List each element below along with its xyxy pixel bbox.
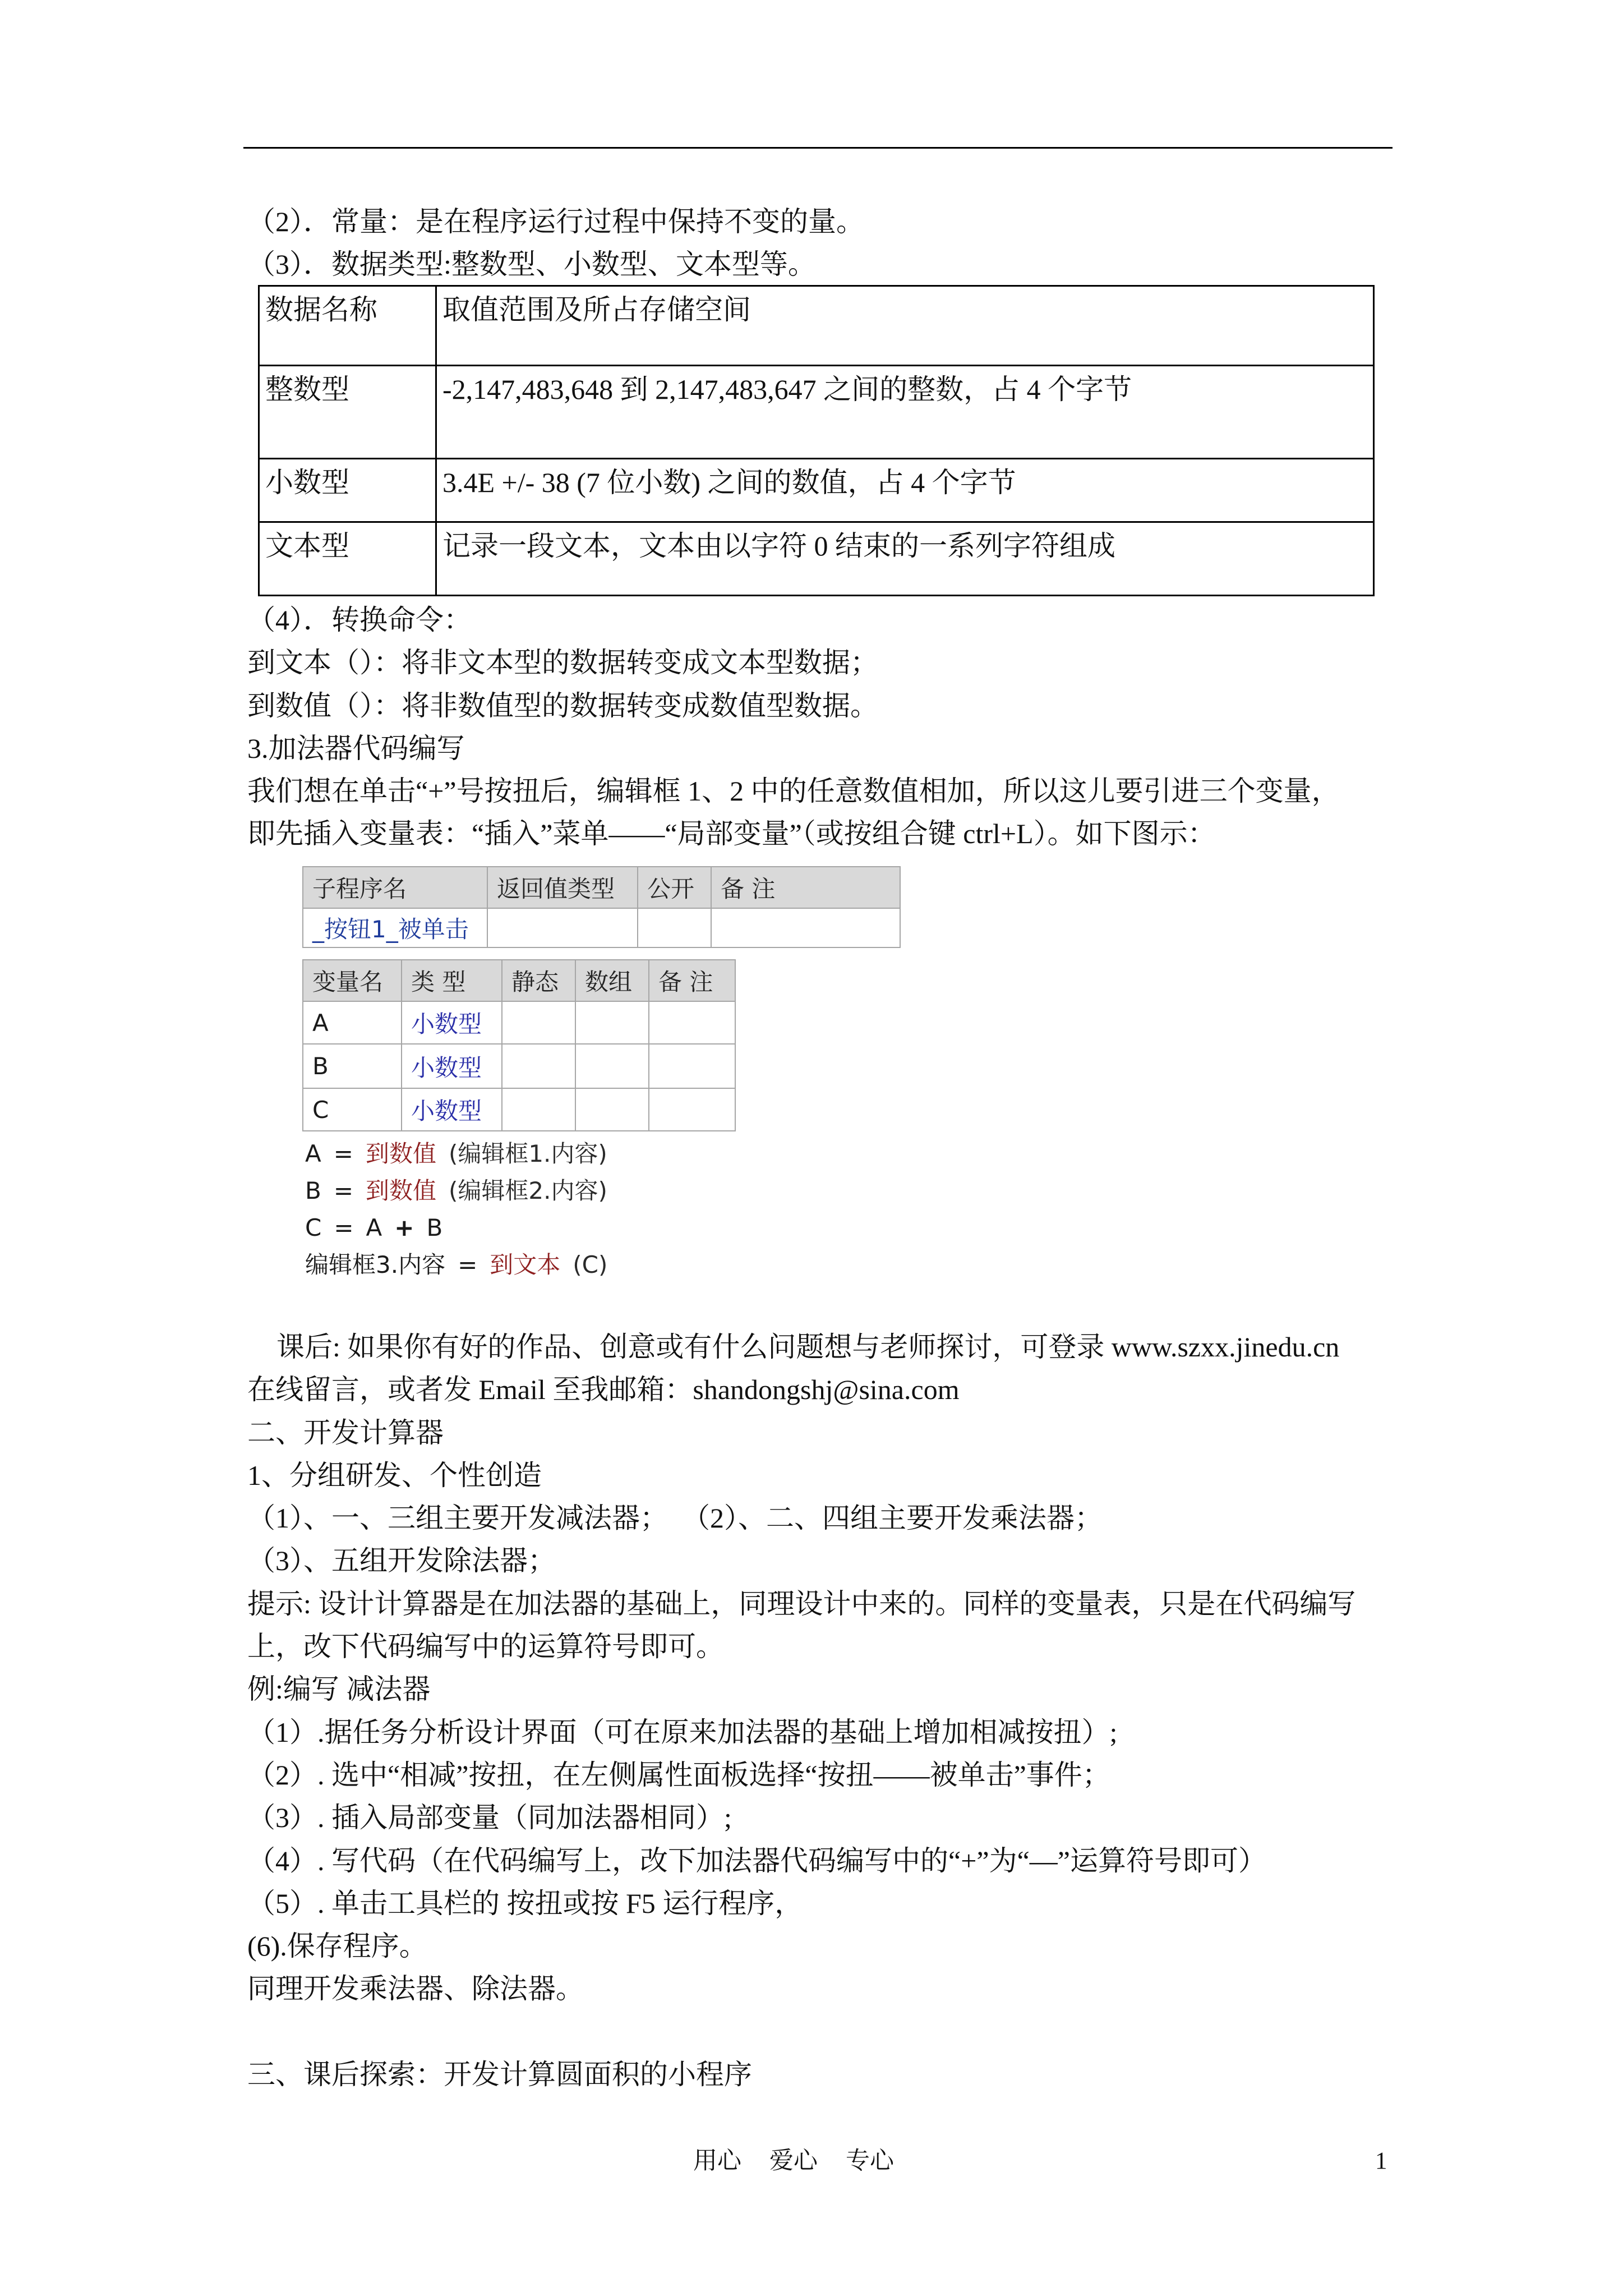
data-types-table (258, 285, 1375, 596)
step-line: （4）. 写代码（在代码编写上，改下加法器代码编写中的“+”为“—”运算符号即可） (247, 1844, 1266, 1876)
tip-line: 提示: 设计计算器是在加法器的基础上，同理设计中来的。同样的变量表，只是在代码编写 (247, 1588, 1356, 1619)
variable-type-cell: 小数型 (402, 1044, 502, 1088)
calculator-heading: 二、开发计算器 (247, 1416, 444, 1448)
code-block (305, 1135, 620, 1283)
header-static: 静态 (502, 960, 575, 1001)
code-operator: = (334, 1214, 354, 1241)
code-operator: = (333, 1177, 354, 1204)
empty-cell (575, 1044, 649, 1088)
code-variable: C (305, 1214, 322, 1241)
type-range-cell: 记录一段文本，文本由以字符 0 结束的一系列字符组成 (436, 522, 1374, 596)
tip-line: 上，改下代码编写中的运算符号即可。 (247, 1631, 724, 1663)
after-class-line: 课后: 如果你有好的作品、创意或有什么问题想与老师探讨，可登录 www.szxx.jinedu.cn (276, 1331, 1340, 1363)
subroutine-table (302, 866, 901, 948)
group-assignment-line: （3）、五组开发除法器； (247, 1545, 556, 1577)
header-return-type: 返回值类型 (487, 867, 638, 908)
empty-cell (575, 1088, 649, 1131)
variable-row (303, 1044, 735, 1088)
type-name-cell: 文本型 (259, 522, 436, 596)
exploration-block (247, 2053, 752, 2096)
adder-heading: 3.加法器代码编写 (247, 732, 465, 764)
header-remark: 备 注 (711, 867, 900, 908)
header-array: 数组 (575, 960, 649, 1001)
conversion-block (247, 599, 1340, 855)
header-cell-range: 取值范围及所占存储空间 (436, 286, 1374, 366)
to-text-description: 到文本（）：将非文本型的数据转变成文本型数据； (247, 647, 878, 679)
motto-item: 专心 (846, 2148, 894, 2174)
subroutine-row (303, 908, 900, 947)
motto-item: 爱心 (769, 2148, 818, 2174)
step-line: （2）. 选中“相减”按扭，在左侧属性面板选择“按扭——被单击”事件； (247, 1759, 1110, 1791)
empty-cell (638, 908, 711, 947)
table-header-row (259, 286, 1374, 366)
variable-name-cell: A (303, 1001, 402, 1044)
subroutine-name-cell: _按钮1_被单击 (303, 908, 487, 947)
adder-paragraph-line: 我们想在单击“+”号按扭后，编辑框 1、2 中的任意数值相加，所以这儿要引进三个变量， (247, 775, 1340, 807)
empty-cell (502, 1088, 575, 1131)
to-number-description: 到数值（）：将非数值型的数据转变成数值型数据。 (247, 689, 878, 721)
header-subroutine-name: 子程序名 (303, 867, 487, 908)
exploration-heading: 三、课后探索：开发计算圆面积的小程序 (247, 2059, 752, 2090)
step-line: （3）. 插入局部变量（同加法器相同）; (247, 1802, 732, 1834)
motto-item: 用心 (693, 2148, 741, 2174)
type-range-cell: -2,147,483,648 到 2,147,483,647 之间的整数，占 4 个字节 (436, 366, 1374, 459)
step-line: （5）. 单击工具栏的 按扭或按 F5 运行程序， (247, 1887, 803, 1919)
code-variable: A (366, 1214, 382, 1241)
empty-cell (502, 1001, 575, 1044)
page-number: 1 (1375, 2148, 1387, 2174)
table-row (259, 522, 1374, 596)
group-assignment-line: （1）、一、三组主要开发减法器； （2）、二、四组主要开发乘法器； (247, 1502, 1103, 1534)
table-row (259, 366, 1374, 459)
header-variable-name: 变量名 (303, 960, 402, 1001)
subroutine-header-row (303, 867, 900, 908)
code-line (305, 1246, 620, 1283)
code-operator: + (394, 1214, 414, 1241)
closing-line: 同理开发乘法器、除法器。 (247, 1973, 584, 2005)
code-line (305, 1135, 620, 1172)
code-variable: 编辑框3.内容 (305, 1251, 446, 1278)
variable-header-row (303, 960, 735, 1001)
variable-table (302, 959, 736, 1131)
type-range-cell: 3.4E +/- 38 (7 位小数) 之间的数值，占 4 个字节 (436, 459, 1374, 522)
variable-name-cell: B (303, 1044, 402, 1088)
data-types-definition: （3）．数据类型:整数型、小数型、文本型等。 (247, 249, 816, 280)
variable-row (303, 1001, 735, 1044)
step-line: (6).保存程序。 (247, 1930, 427, 1962)
code-command: 到数值 (365, 1140, 436, 1167)
code-argument: (编辑框2.内容) (449, 1177, 607, 1204)
step-line: （1）.据任务分析设计界面（可在原来加法器的基础上增加相减按扭）; (247, 1716, 1118, 1748)
header-rule (243, 147, 1393, 149)
conversion-heading: （4）．转换命令： (247, 604, 472, 636)
header-cell-name: 数据名称 (259, 286, 436, 366)
type-name-cell: 小数型 (259, 459, 436, 522)
empty-cell (487, 908, 638, 947)
constant-definition: （2）．常量：是在程序运行过程中保持不变的量。 (247, 206, 864, 237)
example-heading: 例:编写 减法器 (247, 1673, 431, 1705)
empty-cell (502, 1044, 575, 1088)
code-line (305, 1209, 620, 1246)
adder-paragraph-line: 即先插入变量表：“插入”菜单——“局部变量”（或按组合键 ctrl+L）。如下图示： (247, 818, 1216, 850)
code-command: 到数值 (366, 1177, 437, 1204)
variable-name-cell: C (303, 1088, 402, 1131)
empty-cell (649, 1001, 735, 1044)
empty-cell (649, 1044, 735, 1088)
after-class-line: 在线留言，或者发 Email 至我邮箱：shandongshj@sina.com (247, 1374, 960, 1406)
calculator-block (247, 1326, 1355, 2010)
variable-row (303, 1088, 735, 1131)
code-argument: (编辑框1.内容) (448, 1140, 607, 1167)
code-variable: B (426, 1214, 443, 1241)
table-row (259, 459, 1374, 522)
code-operator: = (333, 1140, 353, 1167)
type-name-cell: 整数型 (259, 366, 436, 459)
code-line (305, 1172, 620, 1209)
code-argument: (C) (573, 1251, 608, 1278)
code-variable: B (305, 1177, 321, 1204)
variable-type-cell: 小数型 (402, 1001, 502, 1044)
intro-block (247, 200, 864, 286)
header-remark: 备 注 (649, 960, 735, 1001)
footer-motto (693, 2145, 922, 2178)
calculator-subheading: 1、分组研发、个性创造 (247, 1459, 542, 1491)
empty-cell (711, 908, 900, 947)
header-type: 类 型 (402, 960, 502, 1001)
variable-type-cell: 小数型 (402, 1088, 502, 1131)
code-variable: A (305, 1140, 321, 1167)
code-command: 到文本 (490, 1251, 561, 1278)
code-operator: = (458, 1251, 478, 1278)
empty-cell (575, 1001, 649, 1044)
header-public: 公开 (638, 867, 711, 908)
empty-cell (649, 1088, 735, 1131)
